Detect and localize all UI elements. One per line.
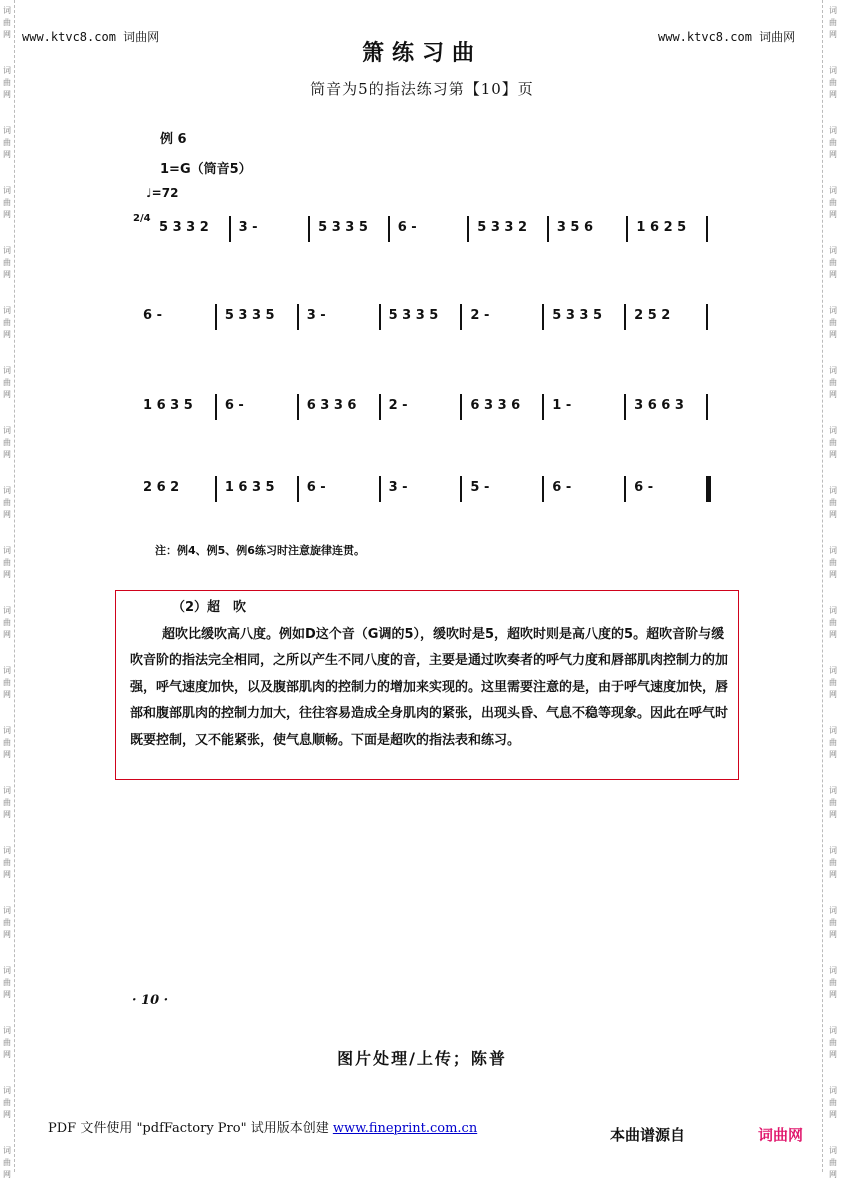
watermark-glyph: 网 xyxy=(829,1170,837,1179)
watermark-glyph: 词 xyxy=(3,306,11,315)
measure: 5 3 3 5 xyxy=(388,308,439,323)
bar-line xyxy=(460,394,462,420)
measure: 6 - xyxy=(397,220,417,235)
watermark-glyph: 网 xyxy=(3,210,11,219)
watermark-glyph: 曲 xyxy=(829,738,837,747)
watermark-glyph: 曲 xyxy=(3,198,11,207)
measure: 3 - xyxy=(388,480,408,495)
bar-line xyxy=(460,476,462,502)
bar-line xyxy=(308,216,310,242)
score-row xyxy=(135,300,715,340)
measure: 5 - xyxy=(470,480,490,495)
watermark-glyph: 词 xyxy=(829,306,837,315)
measure: 3 - xyxy=(238,220,258,235)
header-right-url[interactable]: www.ktvc8.com 词曲网 xyxy=(658,30,796,44)
watermark-glyph: 曲 xyxy=(829,858,837,867)
brand-logo[interactable]: 词曲网 xyxy=(758,1126,804,1144)
watermark-glyph: 曲 xyxy=(829,438,837,447)
watermark-glyph: 词 xyxy=(829,126,837,135)
bar-line xyxy=(706,304,708,330)
bar-line xyxy=(467,216,469,242)
watermark-glyph: 曲 xyxy=(3,678,11,687)
measure: 2 - xyxy=(470,308,490,323)
watermark-glyph: 词 xyxy=(829,6,837,15)
measure: 1 6 3 5 xyxy=(224,480,275,495)
measure: 5 3 3 5 xyxy=(318,220,368,235)
source-label: 本曲谱源自 xyxy=(610,1126,686,1144)
watermark-glyph: 网 xyxy=(829,510,837,519)
measure: 6 - xyxy=(224,398,244,413)
watermark-glyph: 曲 xyxy=(3,138,11,147)
measure: 3 - xyxy=(306,308,326,323)
example-label: 例 6 xyxy=(160,132,187,147)
bar-line xyxy=(379,304,381,330)
page-title: 箫练习曲 xyxy=(361,40,482,66)
watermark-glyph: 网 xyxy=(829,690,837,699)
watermark-glyph: 网 xyxy=(3,90,11,99)
watermark-glyph: 词 xyxy=(829,606,837,615)
bar-line xyxy=(706,394,708,420)
watermark-glyph: 网 xyxy=(3,570,11,579)
watermark-glyph: 词 xyxy=(829,1026,837,1035)
watermark-glyph: 词 xyxy=(3,786,11,795)
header-left-url[interactable]: www.ktvc8.com 词曲网 xyxy=(22,30,160,44)
bar-line xyxy=(542,476,544,502)
watermark-glyph: 网 xyxy=(829,150,837,159)
watermark-glyph: 曲 xyxy=(829,558,837,567)
watermark-glyph: 曲 xyxy=(829,258,837,267)
watermark-glyph: 网 xyxy=(3,930,11,939)
watermark-glyph: 词 xyxy=(829,846,837,855)
watermark-glyph: 曲 xyxy=(829,198,837,207)
watermark-glyph: 网 xyxy=(3,510,11,519)
bar-line xyxy=(379,476,381,502)
watermark-glyph: 曲 xyxy=(829,1038,837,1047)
watermark-glyph: 词 xyxy=(829,366,837,375)
measure: 5 3 3 5 xyxy=(552,308,603,323)
bar-line xyxy=(542,304,544,330)
watermark-glyph: 网 xyxy=(3,810,11,819)
score-annotation: 注：例4、例5、例6练习时注意旋律连贯。 xyxy=(155,544,365,557)
watermark-glyph: 网 xyxy=(829,450,837,459)
bar-line xyxy=(460,304,462,330)
score-row xyxy=(135,390,715,430)
watermark-glyph: 词 xyxy=(3,126,11,135)
watermark-glyph: 网 xyxy=(3,150,11,159)
watermark-glyph: 曲 xyxy=(3,1038,11,1047)
watermark-glyph: 曲 xyxy=(3,318,11,327)
watermark-glyph: 词 xyxy=(829,1146,837,1155)
bar-line xyxy=(215,304,217,330)
watermark-glyph: 网 xyxy=(3,990,11,999)
watermark-glyph: 曲 xyxy=(829,138,837,147)
measure: 1 - xyxy=(552,398,572,413)
watermark-glyph: 曲 xyxy=(829,1158,837,1167)
watermark-glyph: 曲 xyxy=(3,18,11,27)
measure: 3 6 6 3 xyxy=(634,398,684,413)
watermark-glyph: 曲 xyxy=(3,978,11,987)
watermark-glyph: 网 xyxy=(829,270,837,279)
bar-line xyxy=(388,216,390,242)
measure: 6 - xyxy=(306,480,326,495)
watermark-glyph: 曲 xyxy=(3,1098,11,1107)
bar-line xyxy=(379,394,381,420)
watermark-glyph: 曲 xyxy=(3,798,11,807)
bar-line xyxy=(624,304,626,330)
watermark-glyph: 曲 xyxy=(3,78,11,87)
watermark-glyph: 曲 xyxy=(3,858,11,867)
measure: 3 5 6 xyxy=(556,220,594,235)
watermark-glyph: 曲 xyxy=(829,498,837,507)
watermark-glyph: 曲 xyxy=(829,798,837,807)
watermark-glyph: 曲 xyxy=(3,618,11,627)
footer-link[interactable]: www.fineprint.com.cn xyxy=(332,1121,478,1136)
watermark-glyph: 网 xyxy=(3,1110,11,1119)
bar-line xyxy=(229,216,231,242)
watermark-glyph: 网 xyxy=(829,630,837,639)
watermark-glyph: 网 xyxy=(3,870,11,879)
watermark-glyph: 词 xyxy=(829,246,837,255)
watermark-glyph: 词 xyxy=(829,966,837,975)
bar-line xyxy=(215,394,217,420)
bar-line xyxy=(706,216,708,242)
measure: 6 - xyxy=(143,308,162,323)
watermark-glyph: 网 xyxy=(829,810,837,819)
watermark-glyph: 网 xyxy=(3,30,11,39)
watermark-glyph: 词 xyxy=(3,546,11,555)
watermark-glyph: 网 xyxy=(829,750,837,759)
upload-credit: 图片处理/上传；陈普 xyxy=(337,1049,507,1068)
bar-line xyxy=(626,216,628,242)
watermark-glyph: 词 xyxy=(3,726,11,735)
watermark-glyph: 网 xyxy=(3,1170,11,1179)
watermark-glyph: 曲 xyxy=(3,438,11,447)
measure: 2 5 2 xyxy=(634,308,671,323)
watermark-glyph: 曲 xyxy=(829,678,837,687)
section-text xyxy=(130,595,730,754)
score-row xyxy=(135,212,715,252)
watermark-glyph: 网 xyxy=(829,990,837,999)
watermark-glyph: 网 xyxy=(829,870,837,879)
watermark-glyph: 词 xyxy=(3,606,11,615)
watermark-glyph: 词 xyxy=(829,426,837,435)
watermark-glyph: 词 xyxy=(3,6,11,15)
time-signature: 2/4 xyxy=(133,213,151,224)
watermark-glyph: 曲 xyxy=(3,258,11,267)
footer-prefix: PDF 文件使用 "pdfFactory Pro" 试用版本创建 xyxy=(48,1121,329,1136)
watermark-glyph: 曲 xyxy=(829,1098,837,1107)
watermark-glyph: 网 xyxy=(829,210,837,219)
tempo-marking: ♩=72 xyxy=(146,186,179,200)
key-signature: 1=G（筒音5） xyxy=(160,162,252,177)
watermark-glyph: 网 xyxy=(3,1050,11,1059)
watermark-glyph: 网 xyxy=(829,1050,837,1059)
measure: 1 6 3 5 xyxy=(143,398,193,413)
measure: 6 - xyxy=(634,480,654,495)
measure: 1 6 2 5 xyxy=(636,220,687,235)
measure: 5 3 3 2 xyxy=(477,220,528,235)
watermark-glyph: 词 xyxy=(3,906,11,915)
watermark-glyph: 网 xyxy=(3,450,11,459)
watermark-glyph: 网 xyxy=(3,270,11,279)
watermark-glyph: 曲 xyxy=(3,558,11,567)
bar-line xyxy=(624,394,626,420)
measure: 5 3 3 5 xyxy=(224,308,275,323)
watermark-glyph: 网 xyxy=(829,390,837,399)
watermark-glyph: 词 xyxy=(3,1086,11,1095)
bar-line xyxy=(706,476,711,502)
watermark-glyph: 词 xyxy=(3,426,11,435)
watermark-glyph: 词 xyxy=(829,546,837,555)
watermark-glyph: 网 xyxy=(829,90,837,99)
measure: 2 6 2 xyxy=(143,480,180,495)
watermark-glyph: 词 xyxy=(3,186,11,195)
measure: 5 3 3 2 xyxy=(159,220,209,235)
bar-line xyxy=(215,476,217,502)
watermark-glyph: 词 xyxy=(3,66,11,75)
watermark-glyph: 词 xyxy=(3,486,11,495)
measure: 6 3 3 6 xyxy=(306,398,357,413)
watermark-glyph: 词 xyxy=(829,486,837,495)
watermark-glyph: 曲 xyxy=(3,918,11,927)
watermark-glyph: 网 xyxy=(829,330,837,339)
watermark-glyph: 网 xyxy=(3,630,11,639)
bar-line xyxy=(624,476,626,502)
watermark-glyph: 词 xyxy=(3,846,11,855)
watermark-glyph: 曲 xyxy=(829,978,837,987)
watermark-glyph: 曲 xyxy=(3,1158,11,1167)
page-subtitle: 筒音为5的指法练习第【10】页 xyxy=(310,80,534,98)
measure: 6 - xyxy=(552,480,572,495)
watermark-glyph: 词 xyxy=(3,246,11,255)
watermark-glyph: 曲 xyxy=(829,918,837,927)
watermark-glyph: 网 xyxy=(3,390,11,399)
watermark-glyph: 曲 xyxy=(829,618,837,627)
measure: 2 - xyxy=(388,398,408,413)
watermark-glyph: 网 xyxy=(3,330,11,339)
watermark-glyph: 曲 xyxy=(3,738,11,747)
bar-line xyxy=(542,394,544,420)
watermark-glyph: 网 xyxy=(3,750,11,759)
watermark-glyph: 网 xyxy=(829,570,837,579)
watermark-glyph: 曲 xyxy=(829,18,837,27)
watermark-glyph: 网 xyxy=(829,30,837,39)
watermark-glyph: 词 xyxy=(829,66,837,75)
watermark-glyph: 词 xyxy=(3,1146,11,1155)
watermark-glyph: 曲 xyxy=(829,78,837,87)
bar-line xyxy=(297,476,299,502)
bar-line xyxy=(297,304,299,330)
score-row xyxy=(135,472,715,512)
watermark-glyph: 词 xyxy=(829,666,837,675)
measure: 6 3 3 6 xyxy=(470,398,521,413)
watermark-glyph: 词 xyxy=(829,786,837,795)
watermark-glyph: 词 xyxy=(3,1026,11,1035)
section-heading: （2）超 吹 xyxy=(172,600,247,615)
watermark-glyph: 曲 xyxy=(829,318,837,327)
watermark-glyph: 词 xyxy=(829,1086,837,1095)
watermark-glyph: 曲 xyxy=(829,378,837,387)
pdf-footer xyxy=(48,1117,477,1136)
watermark-glyph: 网 xyxy=(3,690,11,699)
left-watermark-strip xyxy=(0,0,15,1179)
watermark-glyph: 网 xyxy=(829,930,837,939)
section-body: 超吹比缓吹高八度。例如D这个音（G调的5），缓吹时是5，超吹时则是高八度的5。超吹音阶与缓吹音阶的指法完全相同，之所以产生不同八度的音，主要是通过吹奏者的呼气力度和唇部肌肉控制力的加强，呼气速度加快，以及腹部肌肉的控制力的增加来实现的。这里需要注意的是，由于呼气速度加快，唇部和腹部肌肉的控制力加大，往往容易造成全身肌肉的紧张，出现头昏、气息不稳等现象。因此在呼气时既要控制，又不能紧张，使气息顺畅。下面是超吹的指法表和练习。 xyxy=(130,626,729,748)
watermark-glyph: 网 xyxy=(829,1110,837,1119)
watermark-glyph: 词 xyxy=(3,666,11,675)
watermark-glyph: 词 xyxy=(829,726,837,735)
bar-line xyxy=(297,394,299,420)
watermark-glyph: 词 xyxy=(3,366,11,375)
page-number: · 10 · xyxy=(132,993,169,1008)
watermark-glyph: 词 xyxy=(829,186,837,195)
watermark-glyph: 曲 xyxy=(3,378,11,387)
right-watermark-strip xyxy=(822,0,843,1179)
watermark-glyph: 曲 xyxy=(3,498,11,507)
watermark-glyph: 词 xyxy=(829,906,837,915)
watermark-glyph: 词 xyxy=(3,966,11,975)
bar-line xyxy=(547,216,549,242)
